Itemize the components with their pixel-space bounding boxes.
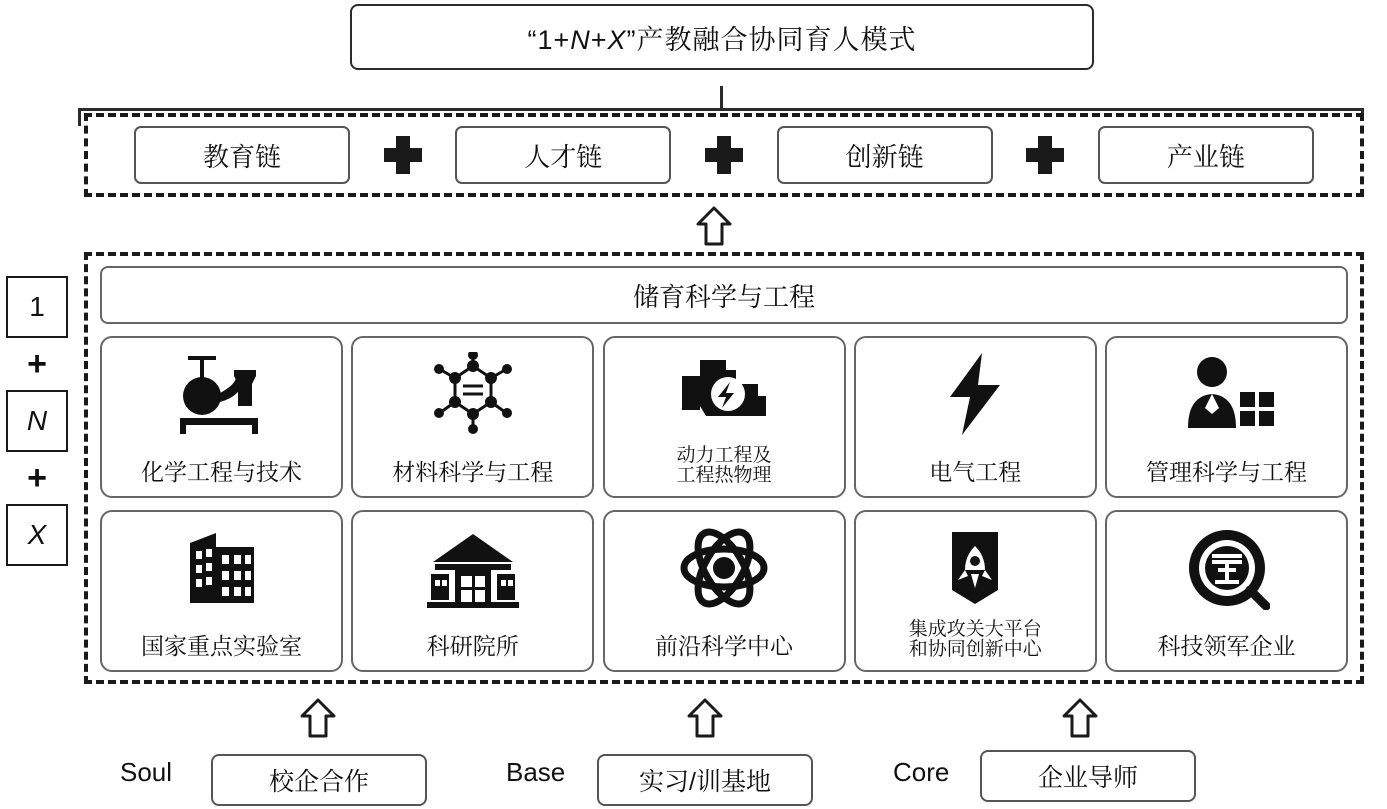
bottom-box-internship-base[interactable] [597,754,813,806]
bottom-box-label: 实习/训基地 [639,768,771,796]
cell-electrical-engineering[interactable] [854,336,1097,498]
brace-left-cap [78,108,81,126]
chain-item-industry[interactable] [1098,126,1314,184]
formula-box-n [6,390,68,452]
page-title [350,4,1094,70]
formula-plus-2: + [27,458,47,497]
brace-line [78,108,1364,111]
manager-person-icon [1107,348,1346,440]
formula-plus-1: + [27,344,47,383]
molecule-icon [353,348,592,440]
up-arrow-icon [696,206,732,246]
platform-row-x [100,510,1348,672]
bottom-tag-base: Base [506,757,566,787]
discipline-core-box[interactable] [100,266,1348,324]
formula-column [6,276,68,566]
formula-box-1 [6,276,68,338]
bottom-tag-soul: Soul [120,757,173,787]
engine-icon [605,348,844,440]
chain-label: 教育链 [202,141,281,172]
discipline-core-label: 储育科学与工程 [632,281,815,312]
chain-label: 创新链 [845,141,924,172]
chain-band [84,113,1364,197]
cell-label: 管理科学与工程 [1146,459,1307,486]
formula-label: X [27,519,47,550]
atom-icon [605,522,844,614]
cell-label-line2: 和协同创新中心 [908,638,1042,660]
cell-label: 材料科学与工程 [392,459,554,486]
up-arrow-icon [300,698,336,738]
main-band [84,252,1364,684]
cell-label: 科技领军企业 [1157,633,1296,660]
chain-label: 人才链 [524,141,603,172]
cell-power-engineering[interactable] [603,336,846,498]
cell-leading-enterprise[interactable] [1105,510,1348,672]
plus-icon [384,136,422,174]
bottom-tag-core: Core [893,757,950,787]
chain-item-education[interactable] [134,126,350,184]
chain-item-innovation[interactable] [777,126,993,184]
chain-item-talent[interactable] [455,126,671,184]
cell-label: 化学工程与技术 [141,459,302,486]
up-arrow-icon [1062,698,1098,738]
lightning-bolt-icon [856,348,1095,440]
formula-label: 1 [29,291,45,322]
bottom-box-label: 企业导师 [1037,764,1138,792]
plus-icon [1026,136,1064,174]
cell-label: 国家重点实验室 [141,633,302,660]
cell-chemical-engineering[interactable] [100,336,343,498]
cell-state-key-lab[interactable] [100,510,343,672]
institute-house-icon [353,522,592,614]
cell-label-line1: 集成攻关大平台 [908,619,1042,641]
cell-label: 科研院所 [426,633,519,660]
rocket-platform-icon [856,522,1095,614]
bottom-box-school-enterprise[interactable] [211,754,427,806]
plus-icon [705,136,743,174]
cell-integrated-platform[interactable] [854,510,1097,672]
bottom-box-enterprise-mentor[interactable] [980,750,1196,802]
cell-label: 前沿科学中心 [655,633,793,660]
bottom-box-label: 校企合作 [268,768,369,796]
formula-label: N [26,405,48,436]
cell-label-line1: 动力工程及 [676,445,772,467]
brace-stem [720,86,723,108]
laboratory-building-icon [102,522,341,614]
cell-frontier-science-center[interactable] [603,510,846,672]
page-title-text: “1+N+X”产教融合协同育人模式 [527,24,917,55]
cell-materials-science[interactable] [351,336,594,498]
cell-label: 电气工程 [929,459,1022,486]
chain-label: 产业链 [1166,141,1245,172]
enterprise-badge-icon [1107,522,1346,614]
up-arrow-icon [687,698,723,738]
chemistry-flask-icon [102,348,341,440]
formula-box-x [6,504,68,566]
cell-research-institute[interactable] [351,510,594,672]
cell-label-line2: 工程热物理 [676,464,772,486]
cell-management-science[interactable] [1105,336,1348,498]
discipline-row-n [100,336,1348,498]
top-brace [78,86,1364,112]
